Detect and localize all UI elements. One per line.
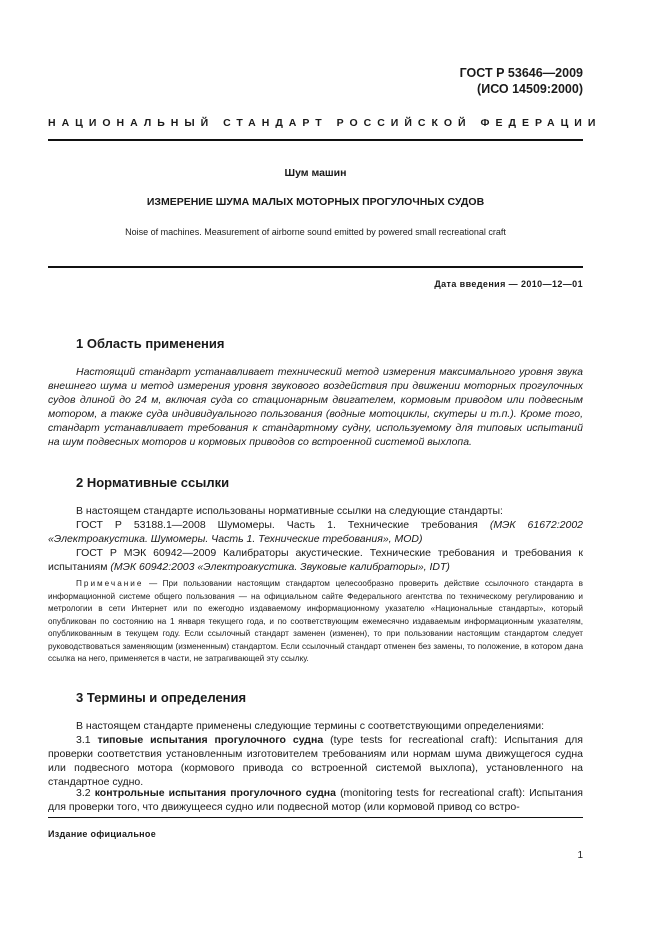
section-3-heading: 3 Термины и определения — [76, 690, 247, 705]
term-3-2-number: 3.2 — [76, 787, 91, 799]
english-title: Noise of machines. Measurement of airborne sound emitted by powered small recreational craft — [125, 227, 506, 237]
edition-label: Издание официальное — [48, 829, 157, 839]
section-2-intro: В настоящем стандарте использованы нормативные ссылки на следующие стандарты: — [76, 505, 503, 517]
iso-code: (ИСО 14509:2000) — [477, 82, 583, 96]
normative-reference-1 — [48, 518, 583, 546]
term-3-1 — [48, 733, 583, 789]
title-category: Шум машин — [284, 167, 347, 179]
reference-2-title: ГОСТ Р МЭК 60942—2009 Калибраторы акустические. Технические требования и требования к испытаниям — [48, 547, 583, 573]
page-number: 1 — [577, 850, 583, 861]
note-text: — При пользовании настоящим стандартом целесообразно проверить действие ссылочного стандарта в информационной системе общего пользования — на официальном сайте Федерального агентства по техническому регулированию и метрологии в сети Интернет или по ежегодно издаваемому информационному указателю «Национальные стандарты», который опубликован по состоянию на 1 января текущего года, и по соответствующим ежемесячно издаваемым информационным указателям, опубликованным в текущем году. Если ссылочный стандарт заменен (изменен), то при пользовании настоящим стандартом следует руководствоваться заменяющим (измененным) стандартом. Если ссылочный стандарт отменен без замены, то положение, в котором дана ссылка на него, применяется в части, не затрагивающей эту ссылку. — [48, 579, 583, 663]
reference-2-source: (МЭК 60942:2003 «Электроакустика. Звуковые калибраторы», IDT) — [110, 561, 450, 573]
reference-1-title: ГОСТ Р 53188.1—2008 Шумомеры. Часть 1. Технические требования — [76, 519, 478, 531]
national-standard-title: НАЦИОНАЛЬНЫЙ СТАНДАРТ РОССИЙСКОЙ ФЕДЕРАЦИИ — [48, 117, 602, 129]
introduction-date: Дата введения — 2010—12—01 — [434, 279, 583, 289]
reference-1-source: (МЭК 61672:2002 «Электроакустика. Шумомеры. Часть 1. Технические требования», MOD) — [48, 519, 584, 545]
normative-reference-2 — [48, 546, 583, 574]
term-3-1-name: типовые испытания прогулочного судна — [97, 734, 324, 746]
standard-code: ГОСТ Р 53646—2009 — [459, 66, 583, 80]
term-3-2-name: контрольные испытания прогулочного судна — [94, 787, 336, 799]
section-1-heading: 1 Область применения — [76, 336, 225, 351]
section-1-text: Настоящий стандарт устанавливает технический метод измерения максимального уровня звука внешнего шума и метод измерения уровня звукового воздействия при движении моторных прогулочных судов длиной до 24 м, включая суда со стационарным двигателем, кормовым приводом или подвесным мотором, а также суда индивидуального пользования (водные мотоциклы, скутеры и т.п.). Кроме того, стандарт устанавливает требования к стандартному судну, используемому для типовых испытаний на шум подвесных моторов и кормовых приводов со встроенной системой выхлопа. — [48, 366, 583, 448]
term-3-1-definition: (type tests for recreational craft): Испытания для проверки соответствия установленным изготовителем требованиям или нормам шума движущегося судна или подвесного мотора (кормового привода со встроенной системой выхлопа), установленного на стандартное судно. — [48, 734, 583, 788]
term-3-2-definition: (monitoring tests for recreational craft): Испытания для проверки того, что движущееся судно или подвесной мотор (или кормовой привод со встро- — [48, 787, 583, 813]
title-rule — [48, 266, 583, 268]
header-rule — [48, 139, 583, 141]
section-3-intro: В настоящем стандарте применены следующие термины с соответствующими определениями: — [76, 720, 545, 732]
document-title: ИЗМЕРЕНИЕ ШУМА МАЛЫХ МОТОРНЫХ ПРОГУЛОЧНЫХ СУДОВ — [146, 196, 485, 208]
standard-code-block — [460, 65, 583, 97]
term-3-2 — [48, 786, 583, 814]
term-3-1-number: 3.1 — [76, 734, 91, 746]
footer-rule — [48, 817, 583, 818]
note-block — [48, 578, 583, 666]
note-label: Примечание — [76, 579, 144, 588]
section-2-heading: 2 Нормативные ссылки — [76, 475, 230, 490]
